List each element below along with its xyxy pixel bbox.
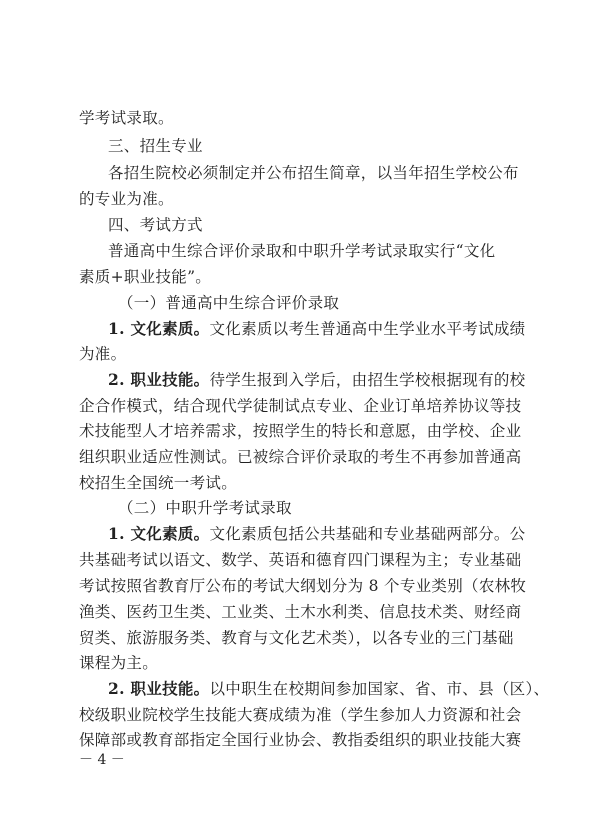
item-label: 2. 职业技能。	[108, 370, 210, 389]
item-text: 以中职生在校期间参加国家、省、市、县（区）、	[209, 680, 550, 698]
paragraph-line: 素质+职业技能”。	[79, 268, 212, 286]
subsection-heading: （一）普通高中生综合评价录取	[118, 294, 340, 312]
paragraph-line: 校招生全国统一考试。	[79, 474, 238, 492]
paragraph-line: 贸类、旅游服务类、教育与文化艺术类），以各专业的三门基础	[79, 629, 514, 647]
paragraph-line	[108, 678, 558, 700]
item-text: 文化素质以考生普通高中生学业水平考试成绩	[209, 320, 526, 338]
paragraph-line: 考试按照省教育厅公布的考试大纲划分为 8 个专业类别（农林牧	[79, 577, 527, 595]
paragraph-line: 保障部或教育部指定全国行业协会、教指委组织的职业技能大赛	[79, 731, 522, 749]
item-label: 2. 职业技能。	[108, 679, 210, 698]
paragraph-line: 各招生院校必须制定并公布招生简章，以当年招生学校公布	[108, 164, 519, 182]
paragraph-line: 学考试录取。	[79, 109, 174, 127]
paragraph-line: 为准。	[79, 345, 127, 363]
paragraph-line: 校级职业院校学生技能大赛成绩为准（学生参加人力资源和社会	[79, 706, 522, 724]
item-label: 1. 文化素质。	[108, 524, 210, 543]
item-label: 1. 文化素质。	[108, 319, 210, 338]
paragraph-line: 组织职业适应性测试。已被综合评价录取的考生不再参加普通高	[79, 448, 522, 466]
paragraph-line	[108, 369, 558, 391]
paragraph-line: 的专业为准。	[79, 190, 174, 208]
paragraph-line: 普通高中生综合评价录取和中职升学考试录取实行“文化	[108, 242, 496, 260]
subsection-heading: （二）中职升学考试录取	[118, 499, 292, 517]
paragraph-line	[108, 523, 558, 545]
paragraph-line: 术技能型人才培养需求，按照学生的特长和意愿，由学校、企业	[79, 422, 522, 440]
paragraph-line: 企合作模式，结合现代学徒制试点专业、企业订单培养协议等技	[79, 397, 522, 415]
paragraph-line: 共基础考试以语文、数学、英语和德育四门课程为主；专业基础	[79, 551, 522, 569]
section-heading: 三、招生专业	[108, 137, 203, 155]
item-text: 待学生报到入学后，由招生学校根据现有的校	[209, 371, 526, 389]
paragraph-line: 渔类、医药卫生类、工业类、土木水利类、信息技术类、财经商	[79, 603, 522, 621]
paragraph-line: 课程为主。	[79, 654, 159, 672]
page-number: － 4 －	[79, 752, 125, 768]
paragraph-line	[108, 318, 558, 340]
section-heading: 四、考试方式	[108, 216, 203, 234]
item-text: 文化素质包括公共基础和专业基础两部分。公	[209, 525, 526, 543]
